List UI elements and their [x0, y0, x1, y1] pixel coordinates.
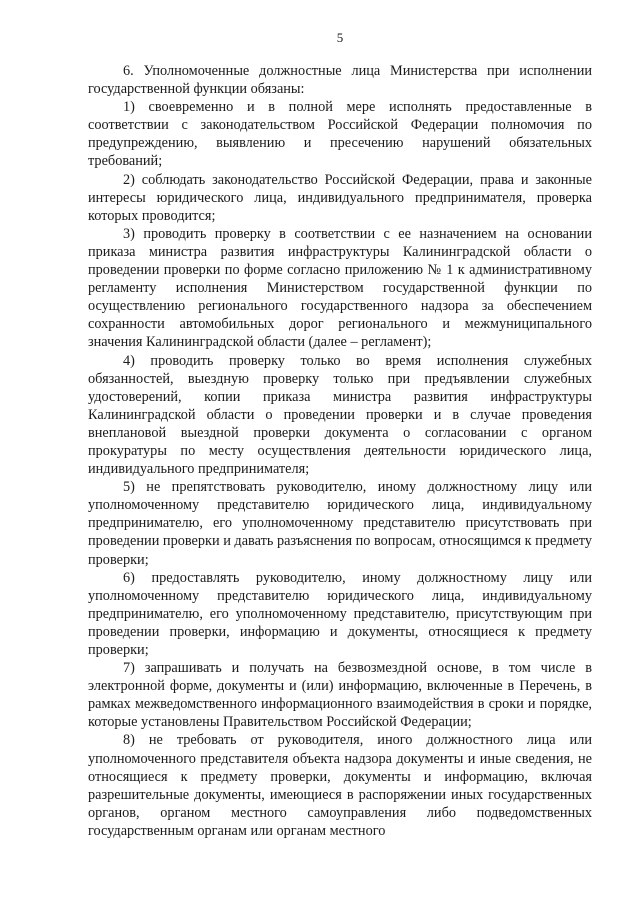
paragraph-item-4: 4) проводить проверку только во время исполнения служебных обязанностей, выездную проверку только при предъявлении служебных удостоверений, копии приказа министра развития инфраструктуры Калининградской области о проведении проверки и в случае проведения внеплановой выездной проверки документа о согласовании с органом прокуратуры по месту осуществления деятельности юридического лица, индивидуального предпринимателя;	[88, 352, 592, 478]
paragraph-item-6: 6) предоставлять руководителю, иному должностному лицу или уполномоченному представителю юридического лица, индивидуальному предпринимателю, его уполномоченному представителю, присутствующим при проведении проверки, информацию и документы, относящиеся к предмету проверки;	[88, 569, 592, 658]
paragraph-item-1: 1) своевременно и в полной мере исполнять предоставленные в соответствии с законодательством Российской Федерации полномочия по предупреждению, выявлению и пресечению нарушений обязательных требований;	[88, 99, 592, 170]
paragraph-intro: 6. Уполномоченные должностные лица Министерства при исполнении государственной функции обязаны:	[88, 63, 592, 98]
paragraph-item-8: 8) не требовать от руководителя, иного должностного лица или уполномоченного представителя объекта надзора документы и иные сведения, не относящиеся к предмету проверки, документы и информацию, включая разрешительные документы, имеющиеся в распоряжении иных государственных органов, органом местного самоуправления либо подведомственных государственным органам или органам местного	[88, 732, 592, 839]
paragraph-item-5: 5) не препятствовать руководителю, иному должностному лицу или уполномоченному представителю юридического лица, индивидуальному предпринимателю, его уполномоченному представителю присутствовать при проведении проверки и давать разъяснения по вопросам, относящимся к предмету проверки;	[88, 479, 592, 568]
paragraph-item-7: 7) запрашивать и получать на безвозмездной основе, в том числе в электронной форме, документы и (или) информацию, включенные в Перечень, в рамках межведомственного информационного взаимодействия в сроки и порядке, которые установлены Правительством Российской Федерации;	[88, 660, 592, 731]
document-body	[88, 62, 592, 840]
paragraph-item-2: 2) соблюдать законодательство Российской Федерации, права и законные интересы юридического лица, индивидуального предпринимателя, проверка которых проводится;	[88, 171, 592, 224]
paragraph-item-3: 3) проводить проверку в соответствии с ее назначением на основании приказа министра развития инфраструктуры Калининградской области о проведении проверки по форме согласно приложению № 1 к административному регламенту исполнения Министерством государственной функции по осуществлению регионального государственного надзора за обеспечением сохранности автомобильных дорог регионального и межмуниципального значения Калининградской области (далее – регламент);	[88, 225, 592, 351]
page-number: 5	[336, 30, 344, 45]
